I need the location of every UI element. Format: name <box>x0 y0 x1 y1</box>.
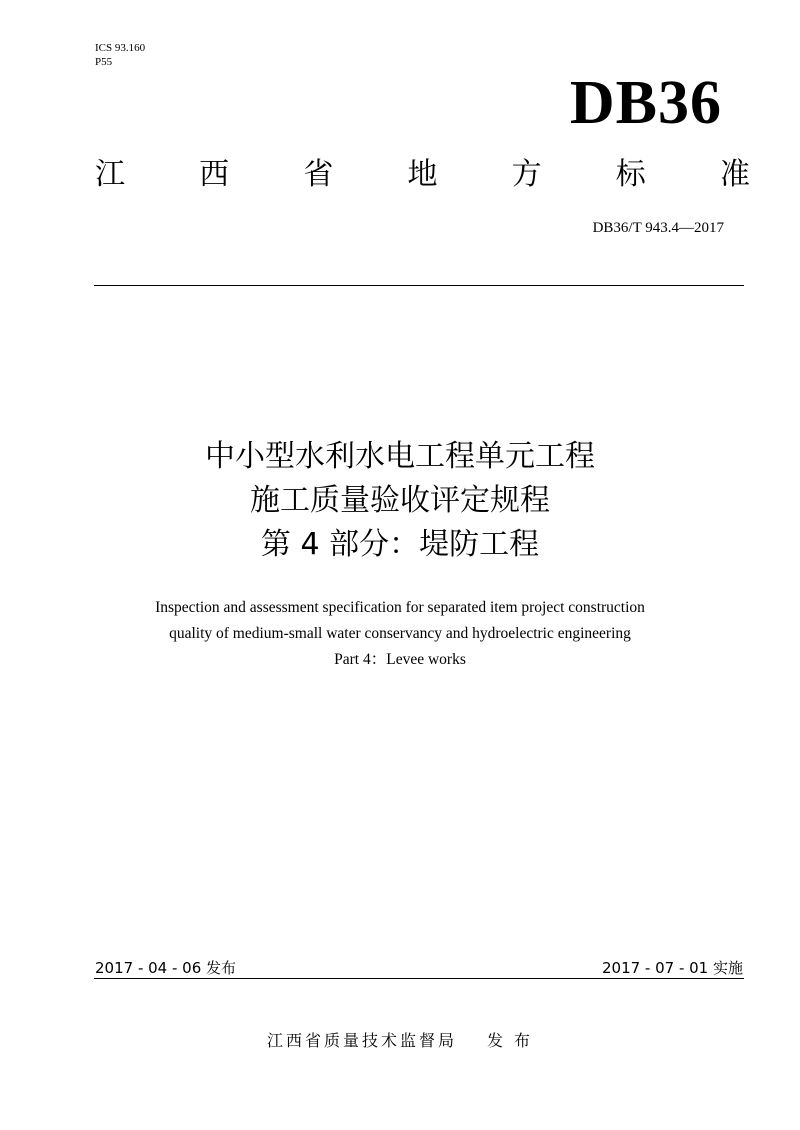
classification-codes <box>95 41 145 69</box>
english-title-line-1: Inspection and assessment specification for separated item project construction <box>155 599 645 616</box>
standard-type-char: 地 <box>407 157 438 192</box>
header-divider <box>94 285 744 286</box>
standard-type-char: 方 <box>511 157 542 192</box>
ccs-code: P55 <box>95 56 113 68</box>
standard-type-char: 准 <box>719 157 750 192</box>
english-title-line-3: Part 4：Levee works <box>334 651 466 668</box>
standard-number: DB36/T 943.4—2017 <box>592 220 724 236</box>
english-title-line-2: quality of medium-small water conservancy and hydroelectric engineering <box>169 625 631 642</box>
publisher-line <box>0 1030 800 1052</box>
ics-code: ICS 93.160 <box>95 42 146 54</box>
publisher-name: 江西省质量技术监督局 <box>266 1031 457 1050</box>
standard-type-heading <box>95 155 750 195</box>
standard-type-char: 江 <box>95 157 125 192</box>
release-date: 2017 - 04 - 06 发布 <box>95 959 237 977</box>
standard-type-char: 省 <box>303 157 334 192</box>
footer-divider <box>94 978 744 979</box>
chinese-title-line-1: 中小型水利水电工程单元工程 <box>205 439 595 474</box>
publisher-action: 发 布 <box>486 1031 534 1050</box>
chinese-title-line-2: 施工质量验收评定规程 <box>250 483 550 518</box>
implementation-date: 2017 - 07 - 01 实施 <box>601 959 743 977</box>
standard-type-char: 标 <box>615 157 646 192</box>
standard-type-char: 西 <box>199 157 230 192</box>
chinese-title <box>0 435 800 567</box>
english-title <box>0 595 800 673</box>
standard-logo: DB36 <box>569 69 722 137</box>
chinese-title-line-3: 第 4 部分：堤防工程 <box>260 527 540 562</box>
